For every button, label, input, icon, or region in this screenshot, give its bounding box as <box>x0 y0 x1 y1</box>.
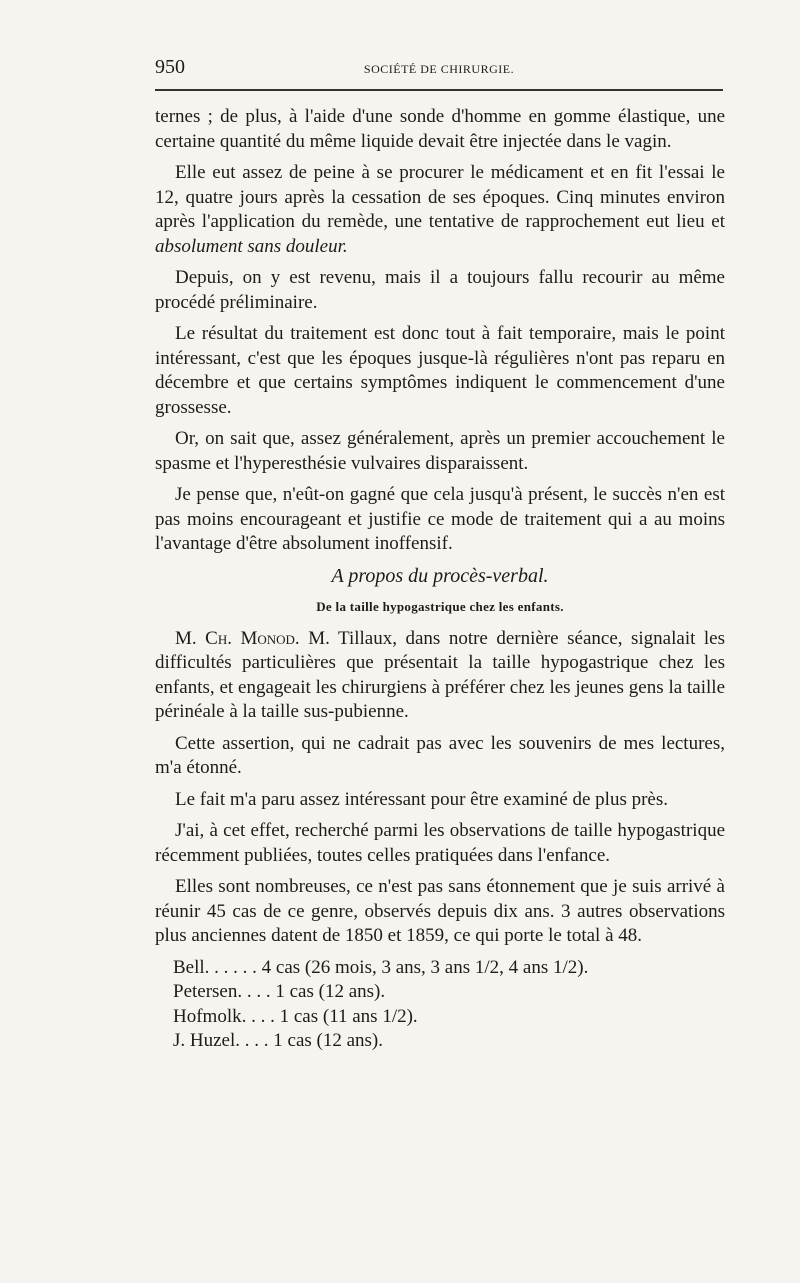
case-entry: 1 cas (12 ans). <box>273 1030 384 1051</box>
list-item <box>155 980 725 1005</box>
running-title: SOCIÉTÉ DE CHIRURGIE. <box>363 62 515 76</box>
paragraph-text: M. Tillaux, dans notre dernière séance, signalait les difficultés particulières que présentait la taille hypogastrique chez les enfants, et engageait les chirurgiens à préférer chez les jeunes gens la taille périnéale à la taille sus-pubienne. <box>155 627 726 722</box>
case-entry: 4 cas (26 mois, 3 ans, 3 ans 1/2, 4 ans 1/2). <box>261 956 589 978</box>
leader-dots: . . . . <box>241 1005 275 1027</box>
case-author: Hofmolk <box>173 1005 242 1027</box>
case-entry: 1 cas (11 ans 1/2). <box>279 1005 418 1027</box>
paragraph: Le fait m'a paru assez intéressant pour être examiné de plus près. <box>175 788 669 810</box>
paragraph: Elles sont nombreuses, ce n'est pas sans étonnement que je suis arrivé à réunir 45 cas de ce genre, observés depuis dix ans. 3 autres observations plus anciennes datent de 1850 et 1859, ce qui porte le total à 48. <box>155 876 725 946</box>
paragraph: Le résultat du traitement est donc tout à fait temporaire, mais le point intéressant, c'est que les époques jusque-là régulières n'ont pas reparu en décembre et que certains symptômes indiquent le commencement d'une grossesse. <box>155 323 725 418</box>
case-entry: 1 cas (12 ans). <box>275 981 386 1002</box>
paragraph: Depuis, on y est revenu, mais il a toujours fallu recourir au même procédé préliminaire. <box>155 267 725 313</box>
paragraph <box>155 627 725 725</box>
list-item <box>155 1029 725 1054</box>
page-body <box>155 105 725 1054</box>
subsection-title: De la taille hypogastrique chez les enfants. <box>316 599 564 614</box>
speaker-name: M. Ch. Monod. <box>175 627 300 649</box>
paragraph: Cette assertion, qui ne cadrait pas avec les souvenirs de mes lectures, m'a étonné. <box>155 732 725 778</box>
header-rule <box>155 89 723 91</box>
case-author: Bell <box>173 956 205 978</box>
section-title: A propos du procès-verbal. <box>331 564 549 587</box>
paragraph: Je pense que, n'eût-on gagné que cela jusqu'à présent, le succès n'en est pas moins encourageant et justifie ce mode de traitement qui a au moins l'avantage d'être absolument inoffensif. <box>155 484 725 554</box>
paragraph: J'ai, à cet effet, recherché parmi les observations de taille hypogastrique récemment publiées, toutes celles pratiquées dans l'enfance. <box>155 820 725 866</box>
paragraph: ternes ; de plus, à l'aide d'une sonde d'homme en gomme élastique, une certaine quantité du même liquide devait être injectée dans le vagin. <box>155 106 725 152</box>
leader-dots: . . . . <box>237 981 271 1002</box>
paragraph <box>155 161 725 259</box>
case-author: Petersen <box>173 981 238 1002</box>
page-header <box>155 56 723 84</box>
case-author: J. Huzel <box>173 1030 236 1051</box>
paragraph: Or, on sait que, assez généralement, après un premier accouchement le spasme et l'hyperesthésie vulvaires disparaissent. <box>155 428 725 474</box>
leader-dots: . . . . <box>235 1030 269 1051</box>
list-item <box>155 956 725 981</box>
paragraph-text: Elle eut assez de peine à se procurer le médicament et en fit l'essai le 12, quatre jours après la cessation de ses époques. Cinq minutes environ après l'application du remède, une tentative de rapprochement eut lieu et <box>155 162 725 232</box>
emphasis-text: absolument sans douleur. <box>155 235 348 257</box>
page-number: 950 <box>155 56 185 78</box>
case-list <box>155 956 725 1054</box>
list-item <box>155 1005 725 1030</box>
leader-dots: . . . . . . <box>204 956 257 978</box>
